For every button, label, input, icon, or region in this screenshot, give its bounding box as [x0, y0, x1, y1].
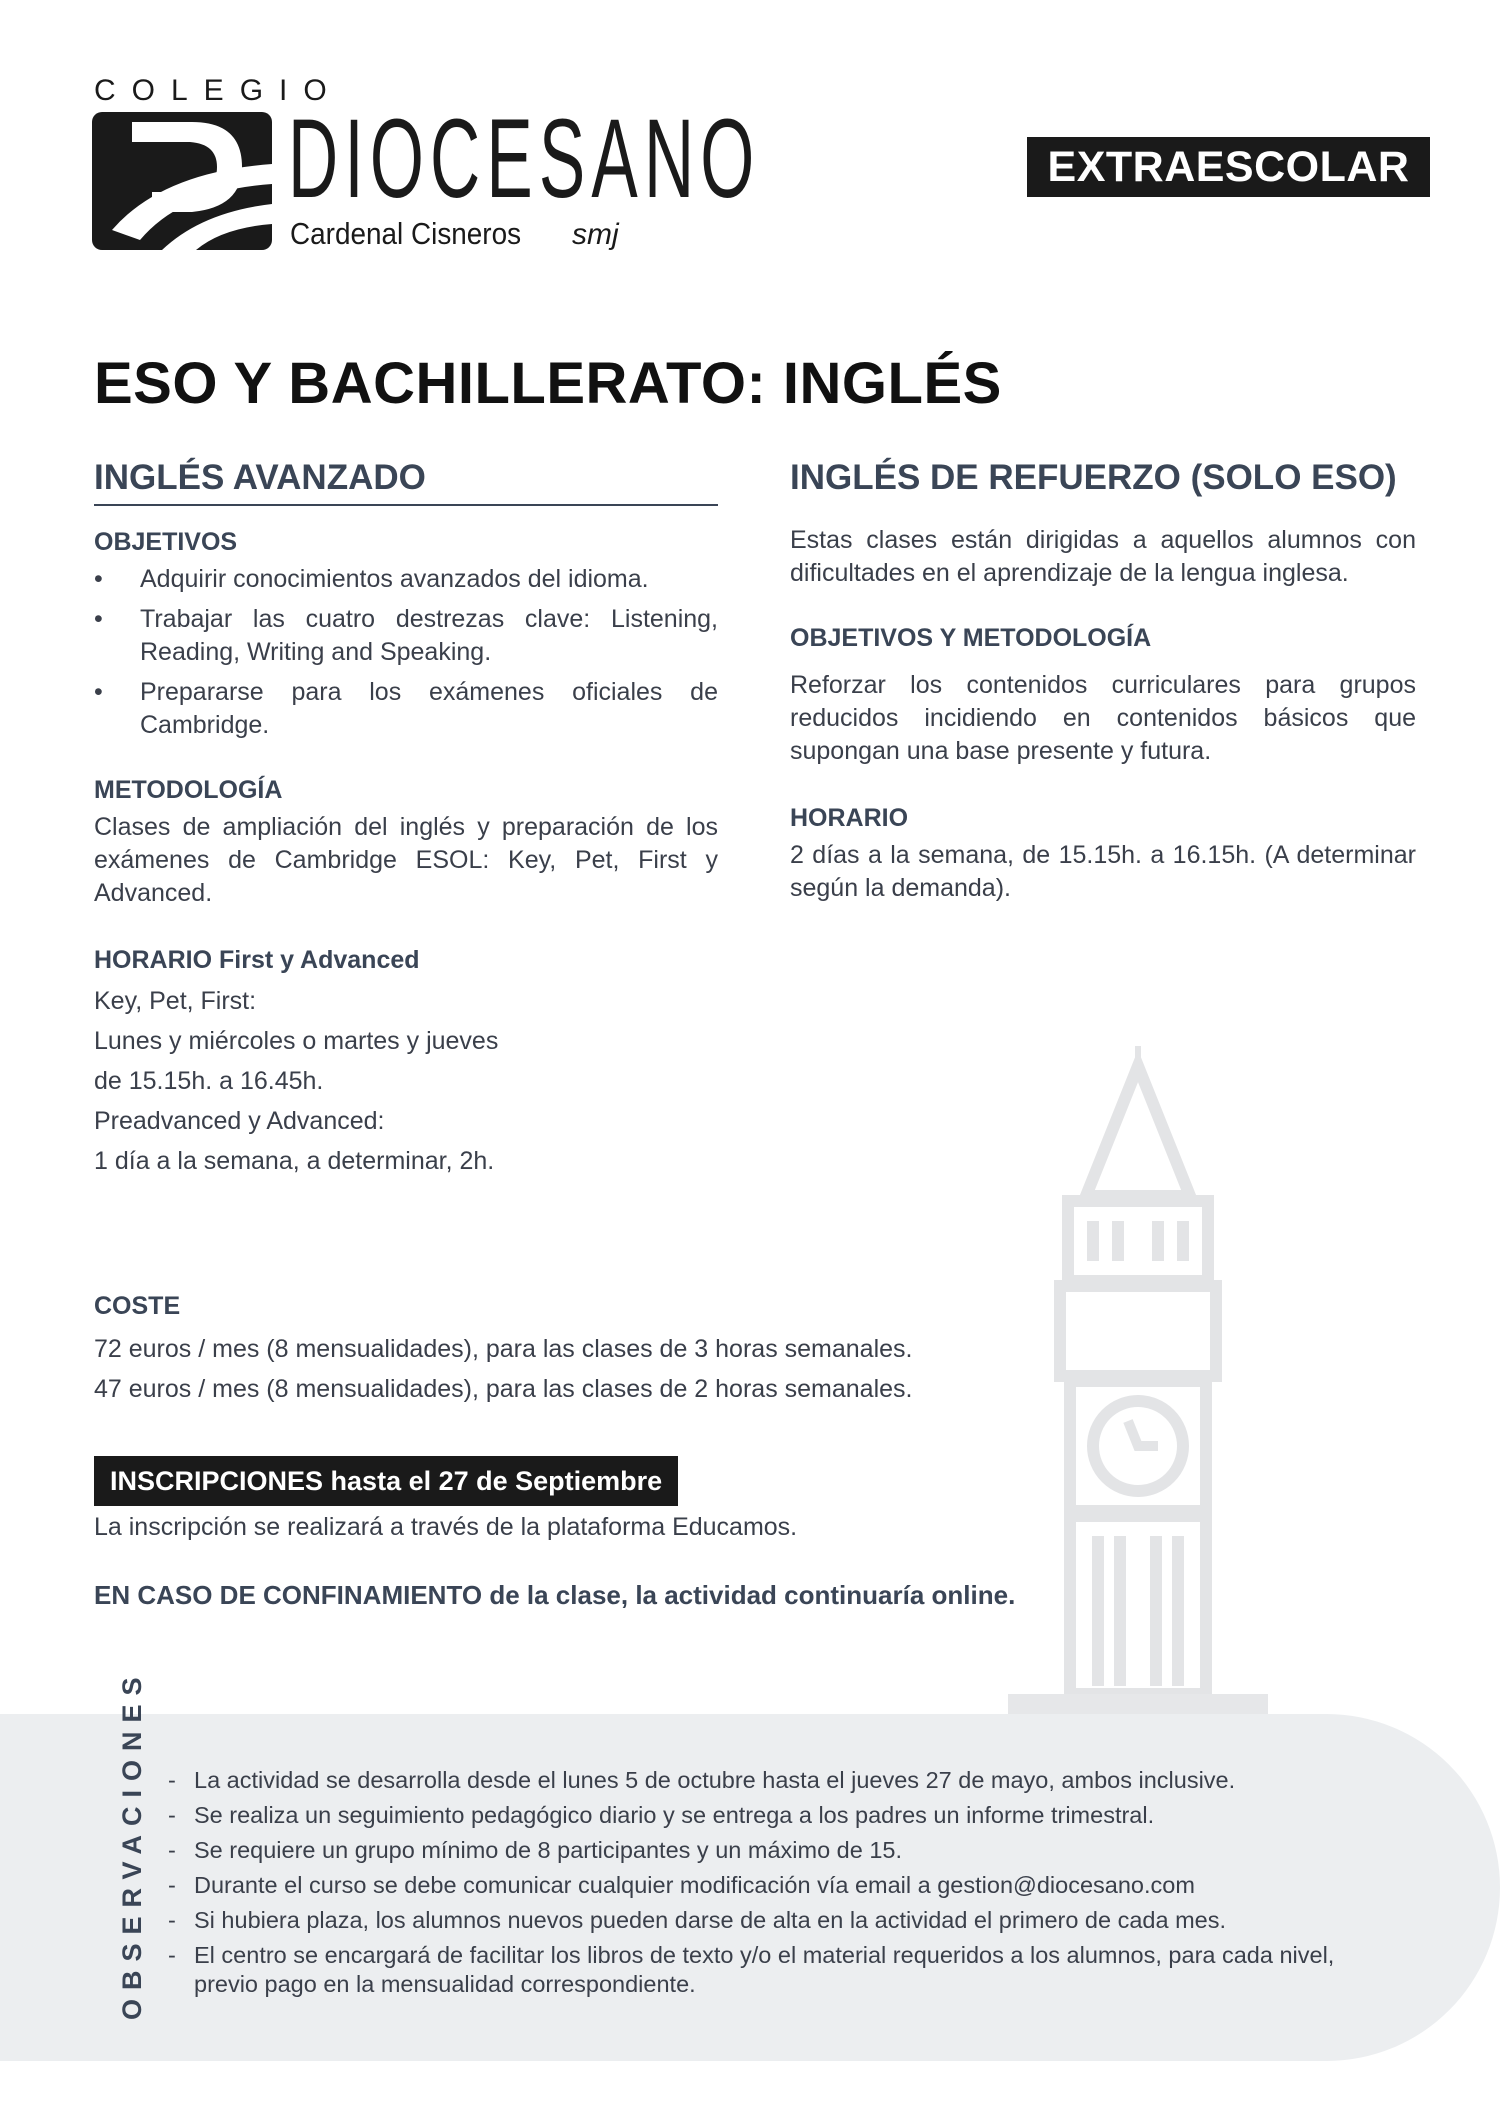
- page-title: ESO Y BACHILLERATO: INGLÉS: [94, 351, 1002, 416]
- list-item: - Se requiere un grupo mínimo de 8 participantes y un máximo de 15.: [168, 1837, 903, 1863]
- coste-section: [94, 1292, 1054, 1409]
- reinforcement-english-section: [790, 458, 1416, 905]
- horario-advanced-label: HORARIO First y Advanced: [94, 946, 420, 974]
- horario-line: de 15.15h. a 16.45h.: [94, 1067, 324, 1095]
- coste-line: 72 euros / mes (8 mensualidades), para las clases de 3 horas semanales.: [94, 1335, 913, 1363]
- logo-smj-text: smj: [572, 218, 619, 251]
- reinforcement-intro: Estas clases están dirigidas a aquellos alumnos con dificultades en el aprendizaje de la lengua inglesa.: [790, 526, 1416, 587]
- list-item: - Durante el curso se debe comunicar cualquier modificación vía email a gestion@diocesano.com: [168, 1872, 1195, 1898]
- list-item: - Se realiza un seguimiento pedagógico diario y se entrega a los padres un informe trimestral.: [168, 1802, 1155, 1828]
- coste-label: COSTE: [94, 1292, 181, 1320]
- confinamiento-bold: EN CASO DE CONFINAMIENTO: [94, 1580, 483, 1610]
- list-item: - La actividad se desarrolla desde el lunes 5 de octubre hasta el jueves 27 de mayo, ambos inclusive.: [168, 1767, 1236, 1793]
- observaciones-list: [168, 1766, 1368, 2005]
- school-logo-mark-icon: [92, 112, 272, 250]
- inscripciones-text: La inscripción se realizará a través de la plataforma Educamos.: [94, 1513, 798, 1541]
- logo-colegio-text: COLEGIO: [94, 74, 343, 107]
- inscripciones-bold: INSCRIPCIONES: [110, 1465, 324, 1496]
- metodologia-text: Clases de ampliación del inglés y preparación de los exámenes de Cambridge ESOL: Key, Pet, First y Advanced.: [94, 813, 718, 907]
- horario-line: Preadvanced y Advanced:: [94, 1107, 385, 1135]
- objetivos-metodologia-text: Reforzar los contenidos curriculares para grupos reducidos incidiendo en contenidos básicos que supongan una base presente y futura.: [790, 671, 1416, 765]
- horario-line: Key, Pet, First:: [94, 987, 257, 1015]
- list-item: • Prepararse para los exámenes oficiales de Cambridge.: [94, 678, 718, 739]
- reinforcement-english-heading: INGLÉS DE REFUERZO (SOLO ESO): [790, 458, 1397, 497]
- extraescolar-badge: EXTRAESCOLAR: [1027, 137, 1430, 197]
- horario-advanced-lines: [94, 981, 718, 1181]
- observaciones-label: OBSERVACIONES: [117, 1668, 147, 2020]
- advanced-english-heading: INGLÉS AVANZADO: [94, 458, 718, 506]
- inscripciones-deadline: hasta el 27 de Septiembre: [323, 1465, 663, 1496]
- list-item: • Trabajar las cuatro destrezas clave: Listening, Reading, Writing and Speaking.: [94, 605, 718, 666]
- confinamiento-rest: de la clase, la actividad continuaría online.: [482, 1580, 1016, 1610]
- list-item: - Si hubiera plaza, los alumnos nuevos pueden darse de alta en la actividad el primero de cada mes.: [168, 1907, 1227, 1933]
- horario-refuerzo-label: HORARIO: [790, 804, 909, 832]
- objetivos-list: [94, 563, 718, 742]
- coste-line: 47 euros / mes (8 mensualidades), para las clases de 2 horas semanales.: [94, 1375, 913, 1403]
- inscripciones-banner: [94, 1456, 678, 1506]
- metodologia-label: METODOLOGÍA: [94, 776, 283, 804]
- horario-line: 1 día a la semana, a determinar, 2h.: [94, 1147, 495, 1175]
- objetivos-label: OBJETIVOS: [94, 528, 238, 556]
- horario-refuerzo-text: 2 días a la semana, de 15.15h. a 16.15h. (A determinar según la demanda).: [790, 841, 1416, 902]
- logo-diocesano-text: DIOCESANO: [288, 96, 761, 221]
- objetivos-metodologia-label: OBJETIVOS Y METODOLOGÍA: [790, 624, 1152, 652]
- confinamiento-note: [94, 1580, 1015, 1611]
- logo-cardenal-text: Cardenal Cisneros: [290, 216, 522, 251]
- list-item: - El centro se encargará de facilitar los libros de texto y/o el material requeridos a los alumnos, para cada nivel, previo pago en la mensualidad correspondiente.: [168, 1942, 1335, 1997]
- list-item: • Adquirir conocimientos avanzados del idioma.: [94, 565, 649, 593]
- horario-line: Lunes y miércoles o martes y jueves: [94, 1027, 499, 1055]
- advanced-english-section: [94, 458, 718, 1181]
